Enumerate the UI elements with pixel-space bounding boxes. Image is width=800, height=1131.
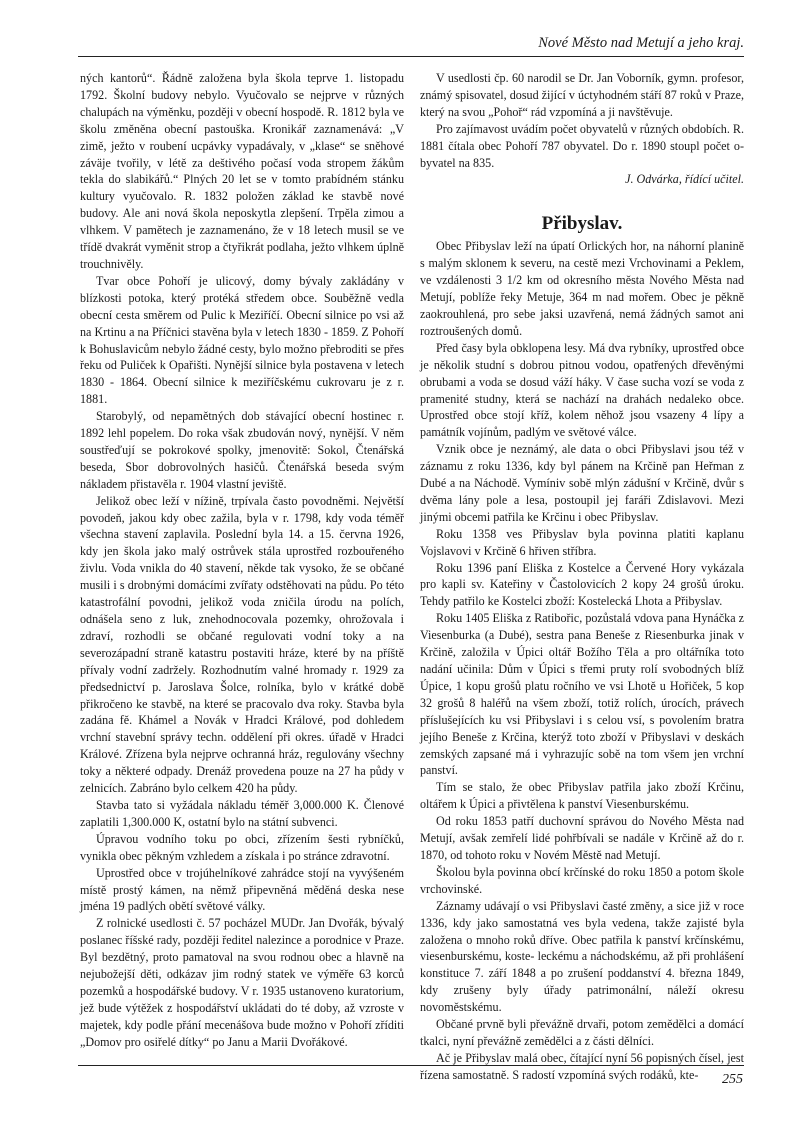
author-signature: J. Odvárka, řídící učitel. [625, 172, 744, 187]
left-paragraph: Tvar obce Pohoří je ulicový, domy bývaly zakládány v blízkosti potoka, který protéká středem obce. Souběžně vedla obecní cesta směrem od Pulic k Meziříčí. Obecní silnice po vsi až na Krtinu a na Příčnici stavěna byla v letech 1830 - 1859. Z Pohoří k Bohuslavicům nebylo žádné cesty, bylo možno přebroditi se přes řeku od Puliček k Opařišti. Nynější silnice byla postavena v letech 1830 - 1864. Obecní silnice k meziříčskému cukrovaru je z r. 1881. [80, 273, 404, 407]
left-paragraph: Z rolnické usedlosti č. 57 pocházel MUDr. Jan Dvořák, bývalý poslanec říšské rady, později ředitel nalezince a porodnice v Praze. Byl bezdětný, proto pamatoval na svou rodnou obec a hlavně na nejubožejší děti, odkázav jim rodný statek ve výměře 63 korců pozemků a hospodářské budovy. V r. 1935 ustanoveno kuratorium, jež bude výtěžek z hospodářství ukládati do té doby, až vzroste v majetek, kdy podle přání mecenášova bude možno v Pohoří zříditi „Domov pro osiřelé dítky“ po Janu a Marii Dvořákové. [80, 916, 404, 1049]
left-paragraph: Jelikož obec leží v nížině, trpívala často povodněmi. Největší povodeň, jakou kdy obec zažila, byla v r. 1798, kdy voda téměř všechna stavení zaplavila. Poslední byla 14. a 15. června 1926, kdy jen škola jako malý ostrůvek stála uprostřed rozbouřeného živlu. Voda vnikla do 40 stavení, někde tak vysoko, že se občané musili i s drobnými domácími zvířaty odstěhovati na půdu. Po této katastrofální povodni, jelikož voda zničila úrodu na polích, odnášela seno z luk, znehodnocovala pozemky, ohrožovala i zdraví, rozhodli se občané regulovati vodní toky a na severozápadní straně katastru postaviti hráze, které by na příště přívaly vodní zadržely. Rozhodnutím valné hromady r. 1929 za předsednictví p. Jaroslava Šolce, rolníka, bylo v krátké době přikročeno ke stavbě, na které se pracovalo dva roky. Stavba byla zadána fě. Khámel a Novák v Hradci Králové, pod dohledem vrchní stavební správy techn. oddělení při okres. úřadě v Hradci Králové. Zřízena byla nejprve ochranná hráz, regulovány všechny toky a některé odpady. Drenáž provedena pouze na 27 ha půdy v zelnicích. Zabráno bylo celkem 420 ha půdy. [80, 493, 404, 796]
section-paragraph: Vznik obce je neznámý, ale data o obci Přibyslavi jsou též v záznamu z roku 1336, kdy byl pánem na Krčině pan Heřman z Dubé a na Náchodě. Vymíniv sobě mlýn zádušní v Krčině, dvůr s dvěma lány pole a lesa, postoupil jej faráři Zdislavovi. Mezi jinými obcemi patřila ke Krčinu i obec Přibyslav. [420, 442, 744, 524]
running-header: Nové Město nad Metují a jeho kraj. [78, 30, 744, 57]
section-paragraph: Roku 1358 ves Přibyslav byla povinna platiti kaplanu Vojslavovi v Krčině 6 hřiven stříbra. [420, 526, 744, 558]
left-column [80, 70, 404, 1051]
left-paragraph: Starobylý, od nepamětných dob stávající obecní hostinec r. 1892 lehl popelem. Do roka však zbudován nový, nynější. V něm soustřeďují se pokrokové spolky, jmenovitě: Sokol, Čtenářská beseda, Sbor dobrovolných hasičů. Čtenářská beseda svým nákladem přistavěla r. 1904 vlastní jeviště. [80, 409, 404, 491]
section-paragraph: Od roku 1853 patří duchovní správou do Nového Města nad Metují, avšak zemřelí lidé pohřbívali se nadále v Krčině až do r. 1870, od tohoto roku v Novém Městě nad Metují. [420, 814, 744, 862]
left-paragraph: Úpravou vodního toku po obci, zřízením šesti rybníčků, vynikla obec pěkným vzhledem a získala i po stránce zdravotní. [80, 831, 404, 863]
section-title: Přibyslav. [541, 213, 623, 235]
section-paragraph: Záznamy udávají o vsi Přibyslavi časté změny, a sice již v roce 1336, kdy jako samostatná ves byla vedena, takže zajisté byla založena o mnoho roků dříve. Obec patřila k panství krčínskému, viesenburskému, koste- leckému a náchodskému, až při prohlášení konstituce 7. září 1848 a po zrušení poddanství 4. března 1849, kdy zrušeny byly úřady patrimonální, náleží okresu novoměstskému. [420, 898, 744, 1015]
section-paragraph: Školou byla povinna obcí krčínské do roku 1850 a potom škole vrchovinské. [420, 864, 744, 896]
section-paragraph: Roku 1396 paní Eliška z Kostelce a Červené Hory vykázala pro kapli sv. Kateřiny v Častolovicích 2 kopy 24 grošů úroku. Tehdy patřilo ke Kostelci zboží: Kostelecká Lhota a Přibyslav. [420, 560, 744, 609]
right-paragraph: Pro zajímavost uvádím počet obyvatelů v různých obdobích. R. 1881 čítala obec Pohoří 787 obyvatel. Do r. 1890 stoupl počet o- byvatel na 835. [420, 121, 744, 170]
left-paragraph: Uprostřed obce v trojúhelníkové zahrádce stojí na vyvýšeném místě prostý kámen, na němž připevněná měděná deska nese jména 19 padlých obětí světové války. [80, 865, 404, 914]
right-column [420, 70, 744, 1084]
left-paragraph: ných kantorů“. Řádně založena byla škola teprve 1. listopadu 1792. Školní budovy nebylo. Vyučovalo se nejprve v různých chalupách na výměnku, později v obecní hospodě. R. 1812 byla ve školu změněna obecní pastouška. Kronikář zaznamenává: „V zimě, ježto v roubení ucpávky vypadávaly, v „klase“ se sněhové záväje tvořily, v létě za deštivého počasí voda stropem žákům tekla do slabikářů.“ Plných 20 let se v tomto prabídném stánku kultury vyučovalo. R. 1832 položen základ ke stavbě nové budovy. Ale ani nová škola neposkytla zlepšení. Trpěla zimou a vlhkem. V pamětech je zaznamenáno, že v 18 letech musil se ve třídě dvakrát vyměnit strop a čtyřikrát podlaha, ježto vlhkem úplně trouchnivěly. [80, 71, 404, 271]
right-paragraph: V usedlosti čp. 60 narodil se Dr. Jan Voborník, gymn. profesor, známý spisovatel, dosud žijící v úctyhodném stáří 87 roků v Praze, který na svou „Pohoř“ rád vzpomíná a ji navštěvuje. [420, 71, 744, 119]
section-paragraph: Tím se stalo, že obec Přibyslav patřila jako zboží Krčinu, oltářem k Úpici a přivtělena k panství Viesenburskému. [420, 780, 744, 812]
page-number: 255 [722, 1072, 743, 1087]
section-paragraph: Roku 1405 Eliška z Ratibořic, pozůstalá vdova pana Hynáčka z Viesenburka (a Dubé), sestra pana Beneše z Riesenburka jinak v Krčině, založila v Úpici oltář Božího Těla a pro oltářníka toto nadání učinila: Dům v Úpici s třemi pruty rolí svobodných blíž Úpice, 1 kopu grošů platu ročního ve vsi Lhotě u Hořiček, 5 kop 32 grošů 8 haléřů na všem zboží, totiž rolích, úrocích, právech příslušejících ku vsi Přibyslavi i s celou vsí, s povolením bratra jejího Beneše z Krčina, kterýž toto zboží v Přibyslavi v deskách zemských zapsané má i vyhrazujíc sobě na tom všem jen vrchní panství. [420, 611, 744, 778]
section-paragraph: Občané prvně byli převážně drvaři, potom zemědělci a domácí tkalci, nyní převážně zemědělci a z části dělníci. [420, 1017, 744, 1048]
section-paragraph: Před časy byla obklopena lesy. Má dva rybníky, uprostřed obce je několik studní s dobrou pitnou vodou, opatřených dřevěnými obrubami a voda se dosud váží háky. V čase sucha vozí se voda z pramenité studny, která se nachází na drahách nedaleko obce. Uprostřed obce stojí kříž, kolem něhož jsou vsazeny 4 lípy a památník vojínům, padlým ve světové válce. [420, 340, 744, 440]
section-paragraph: Ač je Přibyslav malá obec, čítající nyní 56 popisných čísel, jest řízena samostatně. S radostí vzpomíná svých rodáků, kte- [420, 1050, 744, 1082]
left-paragraph: Stavba tato si vyžádala nákladu téměř 3,000.000 K. Členové zaplatili 1,300.000 K, ostatní bylo na státní subvenci. [80, 797, 404, 829]
section-paragraph: Obec Přibyslav leží na úpatí Orlických hor, na náhorní planině s malým sklonem k severu, na cestě mezi Vrchovinami a Peklem, ve vzdálenosti 3 1/2 km od okresního města Nového Města nad Metují, poblíže řeky Metuje, 364 m nad mořem. Obec je pěkně zaokrouhlená, pro sebe jaksi uzavřená, nemá žádných samot ani roztroušených domů. [420, 239, 744, 338]
footer-rule [78, 1065, 744, 1066]
